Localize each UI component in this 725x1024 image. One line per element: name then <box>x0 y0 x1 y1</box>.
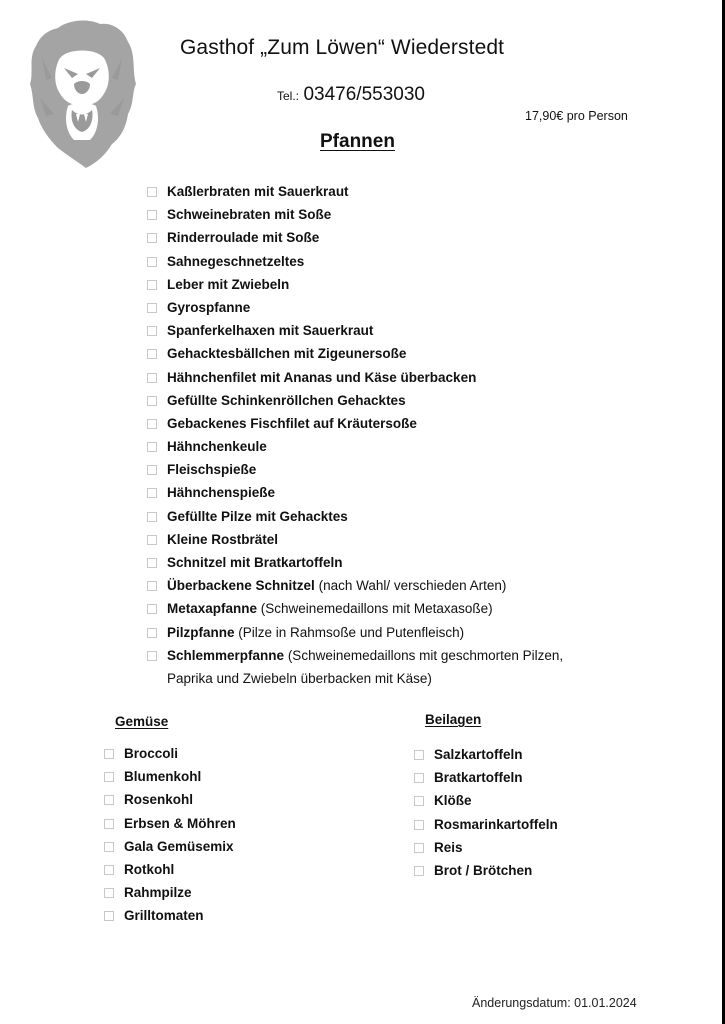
checkbox[interactable] <box>414 773 424 783</box>
checkbox[interactable] <box>147 326 157 336</box>
checkbox[interactable] <box>414 750 424 760</box>
item-detail: (Schweinemedaillons mit Metaxasoße) <box>260 601 493 617</box>
item-name: Schlemmerpfanne <box>167 647 285 663</box>
checkbox[interactable] <box>414 820 424 830</box>
checkbox[interactable] <box>104 749 114 759</box>
item-detail: (Schweinemedaillons mit geschmorten Pilzen, Paprika und Zwiebeln überbacken mit Käse) <box>167 647 564 686</box>
item-detail: (Pilze in Rahmsoße und Putenfleisch) <box>238 624 465 640</box>
checkbox[interactable] <box>147 581 157 591</box>
checkbox[interactable] <box>147 628 157 638</box>
checkbox[interactable] <box>147 465 157 475</box>
checkbox[interactable] <box>147 257 157 267</box>
checkbox[interactable] <box>104 772 114 782</box>
checkbox[interactable] <box>147 442 157 452</box>
checkbox[interactable] <box>147 488 157 498</box>
item-detail: (nach Wahl/ verschieden Arten) <box>318 578 507 594</box>
restaurant-title: Gasthof „Zum Löwen“ Wiederstedt <box>180 36 505 59</box>
item-name: Metaxapfanne <box>167 601 258 617</box>
checkbox[interactable] <box>104 795 114 805</box>
section-title-gemuese: Gemüse <box>115 714 169 729</box>
checkbox[interactable] <box>147 651 157 661</box>
checkbox[interactable] <box>104 842 114 852</box>
checkbox[interactable] <box>147 303 157 313</box>
checkbox[interactable] <box>104 865 114 875</box>
telephone <box>277 84 425 106</box>
tel-number: 03476/553030 <box>303 84 425 105</box>
item-name: Überbackene Schnitzel <box>167 578 315 594</box>
checkbox[interactable] <box>104 888 114 898</box>
change-date: Änderungsdatum: 01.01.2024 <box>472 996 637 1010</box>
lion-head-icon <box>28 18 136 170</box>
item-name: Pilzpfanne <box>167 624 235 640</box>
checkbox[interactable] <box>414 843 424 853</box>
price-per-person: 17,90€ pro Person <box>525 109 628 123</box>
checkbox[interactable] <box>147 187 157 197</box>
checkbox[interactable] <box>104 911 114 921</box>
checkbox[interactable] <box>147 512 157 522</box>
checkbox[interactable] <box>147 373 157 383</box>
checkbox[interactable] <box>414 796 424 806</box>
checkbox[interactable] <box>147 396 157 406</box>
checkbox[interactable] <box>147 604 157 614</box>
checkbox[interactable] <box>147 419 157 429</box>
checkbox[interactable] <box>104 819 114 829</box>
checkbox[interactable] <box>414 866 424 876</box>
checkbox[interactable] <box>147 535 157 545</box>
checkbox[interactable] <box>147 233 157 243</box>
section-title-beilagen: Beilagen <box>425 712 482 727</box>
checkbox[interactable] <box>147 210 157 220</box>
checkbox[interactable] <box>147 558 157 568</box>
section-title-pfannen: Pfannen <box>320 131 395 152</box>
tel-label: Tel.: <box>277 89 300 103</box>
checkbox[interactable] <box>147 280 157 290</box>
checkbox[interactable] <box>147 349 157 359</box>
